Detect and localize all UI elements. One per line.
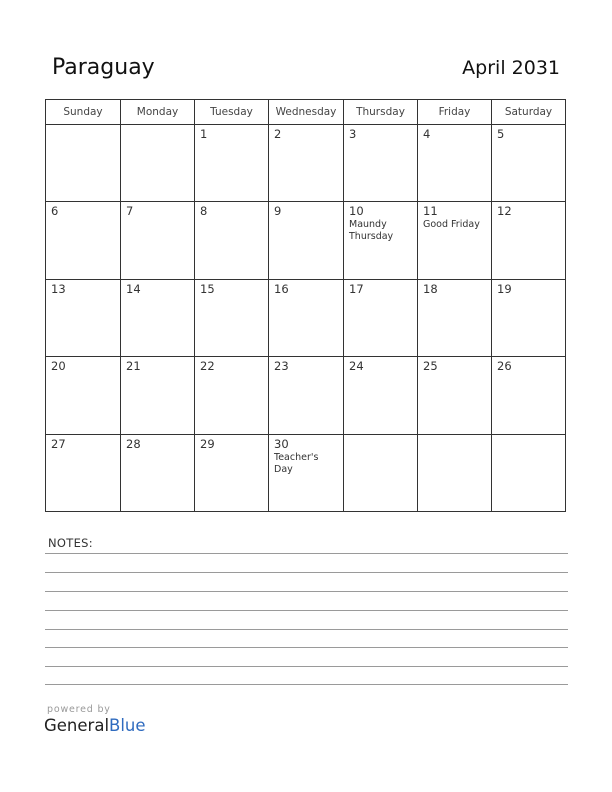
- day-cell[interactable]: [492, 202, 565, 280]
- weekday-sunday: Sunday: [46, 100, 121, 124]
- day-cell[interactable]: [492, 435, 565, 511]
- note-line: [45, 647, 568, 648]
- day-cell[interactable]: [492, 357, 565, 435]
- day-cell[interactable]: [195, 280, 269, 357]
- weekday-saturday: Saturday: [504, 106, 553, 118]
- day-number: 30: [274, 437, 289, 451]
- day-number: 25: [423, 359, 438, 373]
- calendar-month-year: April 2031: [462, 57, 560, 79]
- day-number: 11: [423, 204, 438, 218]
- day-cell[interactable]: [269, 435, 344, 511]
- day-number: 2: [274, 127, 282, 141]
- day-cell[interactable]: [418, 357, 492, 435]
- note-line: [45, 553, 568, 554]
- calendar-country: Paraguay: [52, 55, 155, 80]
- day-number: 10: [349, 204, 364, 218]
- day-cell[interactable]: [344, 280, 418, 357]
- note-line: [45, 629, 568, 630]
- weekday-wednesday: Wednesday: [269, 100, 344, 124]
- day-number: 15: [200, 282, 215, 296]
- day-cell[interactable]: [46, 435, 121, 511]
- calendar-grid: [45, 99, 566, 512]
- day-cell[interactable]: [344, 435, 418, 511]
- weekday-tuesday: Tuesday: [195, 100, 269, 124]
- day-cell[interactable]: [195, 125, 269, 202]
- day-cell[interactable]: [46, 280, 121, 357]
- day-number: 27: [51, 437, 66, 451]
- day-cell[interactable]: [121, 202, 195, 280]
- day-cell[interactable]: [195, 202, 269, 280]
- day-number: 26: [497, 359, 512, 373]
- day-number: 7: [126, 204, 134, 218]
- day-cell[interactable]: [195, 435, 269, 511]
- brand-general: General: [44, 716, 110, 735]
- day-number: 22: [200, 359, 215, 373]
- day-number: 29: [200, 437, 215, 451]
- day-cell[interactable]: [46, 357, 121, 435]
- weekday-thursday: Thursday: [344, 100, 418, 124]
- note-line: [45, 684, 568, 685]
- day-number: 23: [274, 359, 289, 373]
- day-number: 28: [126, 437, 141, 451]
- day-number: 20: [51, 359, 66, 373]
- day-number: 6: [51, 204, 59, 218]
- holiday-event: Maundy Thursday: [349, 219, 394, 242]
- day-cell[interactable]: [344, 357, 418, 435]
- day-cell[interactable]: [121, 125, 195, 202]
- note-line: [45, 572, 568, 573]
- day-number: 12: [497, 204, 512, 218]
- powered-by-text: powered by: [47, 704, 111, 715]
- day-cell[interactable]: [195, 357, 269, 435]
- day-cell[interactable]: [418, 202, 492, 280]
- day-cell[interactable]: [492, 125, 565, 202]
- day-cell[interactable]: [418, 125, 492, 202]
- brand-blue: Blue: [109, 716, 146, 735]
- day-cell[interactable]: [46, 125, 121, 202]
- day-number: 16: [274, 282, 289, 296]
- note-line: [45, 610, 568, 611]
- day-number: 3: [349, 127, 357, 141]
- day-cell[interactable]: [418, 280, 492, 357]
- day-number: 4: [423, 127, 431, 141]
- day-number: 24: [349, 359, 364, 373]
- weekday-monday: Monday: [121, 100, 195, 124]
- day-cell[interactable]: [46, 202, 121, 280]
- weekday-header-row: [46, 100, 565, 125]
- day-cell[interactable]: [344, 202, 418, 280]
- holiday-event: Teacher's Day: [274, 452, 319, 475]
- day-number: 9: [274, 204, 282, 218]
- note-line: [45, 666, 568, 667]
- day-cell[interactable]: [269, 357, 344, 435]
- day-number: 21: [126, 359, 141, 373]
- day-cell[interactable]: [492, 280, 565, 357]
- holiday-event: Good Friday: [423, 219, 480, 230]
- day-number: 17: [349, 282, 364, 296]
- day-cell[interactable]: [121, 435, 195, 511]
- note-line: [45, 591, 568, 592]
- day-number: 5: [497, 127, 505, 141]
- day-number: 13: [51, 282, 66, 296]
- day-cell[interactable]: [269, 125, 344, 202]
- day-cell[interactable]: [269, 202, 344, 280]
- day-number: 1: [200, 127, 208, 141]
- day-number: 8: [200, 204, 208, 218]
- day-cell[interactable]: [121, 357, 195, 435]
- day-number: 14: [126, 282, 141, 296]
- day-number: 19: [497, 282, 512, 296]
- weekday-friday: Friday: [418, 100, 492, 124]
- day-cell[interactable]: [418, 435, 492, 511]
- day-number: 18: [423, 282, 438, 296]
- notes-label: NOTES:: [48, 536, 93, 550]
- day-cell[interactable]: [344, 125, 418, 202]
- generalblue-logo[interactable]: [44, 716, 146, 735]
- day-cell[interactable]: [121, 280, 195, 357]
- day-cell[interactable]: [269, 280, 344, 357]
